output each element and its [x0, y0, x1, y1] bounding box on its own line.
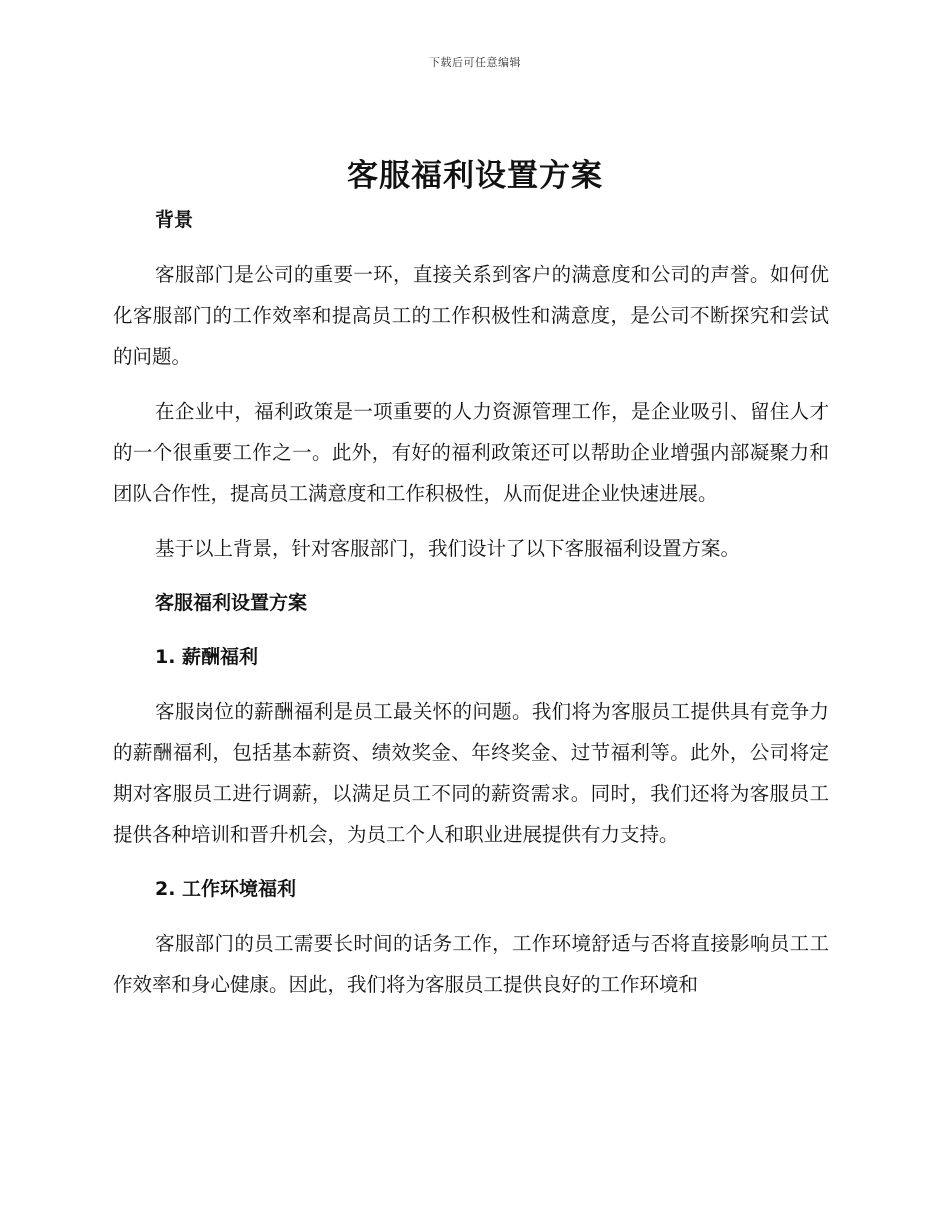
document-body	[113, 200, 829, 1005]
document-title: 客服福利设置方案	[347, 158, 603, 194]
paragraph: 客服岗位的薪酬福利是员工最关怀的问题。我们将为客服员工提供具有竞争力的薪酬福利，包括基本薪资、绩效奖金、年终奖金、过节福利等。此外，公司将定期对客服员工进行调薪，以满足员工不同的薪资需求。同时，我们还将为客服员工提供各种培训和晋升机会，为员工个人和职业进展提供有力支持。	[113, 700, 829, 846]
paragraph: 客服部门的员工需要长时间的话务工作，工作环境舒适与否将直接影响员工工作效率和身心健康。因此，我们将为客服员工提供良好的工作环境和	[113, 932, 829, 996]
paragraph: 在企业中，福利政策是一项重要的人力资源管理工作，是企业吸引、留住人才的一个很重要工作之一。此外，有好的福利政策还可以帮助企业增强内部凝聚力和团队合作性，提高员工满意度和工作积极性，从而促进企业快速进展。	[113, 400, 829, 505]
paragraph: 客服部门是公司的重要一环，直接关系到客户的满意度和公司的声誉。如何优化客服部门的工作效率和提高员工的工作积极性和满意度，是公司不断探究和尝试的问题。	[113, 263, 829, 368]
section-heading-plan: 客服福利设置方案	[155, 592, 308, 614]
paragraph: 基于以上背景，针对客服部门，我们设计了以下客服福利设置方案。	[155, 537, 741, 560]
section-heading-environment: 2. 工作环境福利	[155, 878, 297, 900]
section-heading-salary: 1. 薪酬福利	[155, 646, 259, 668]
header-note: 下载后可任意编辑	[429, 56, 521, 69]
section-heading-background: 背景	[155, 209, 194, 231]
